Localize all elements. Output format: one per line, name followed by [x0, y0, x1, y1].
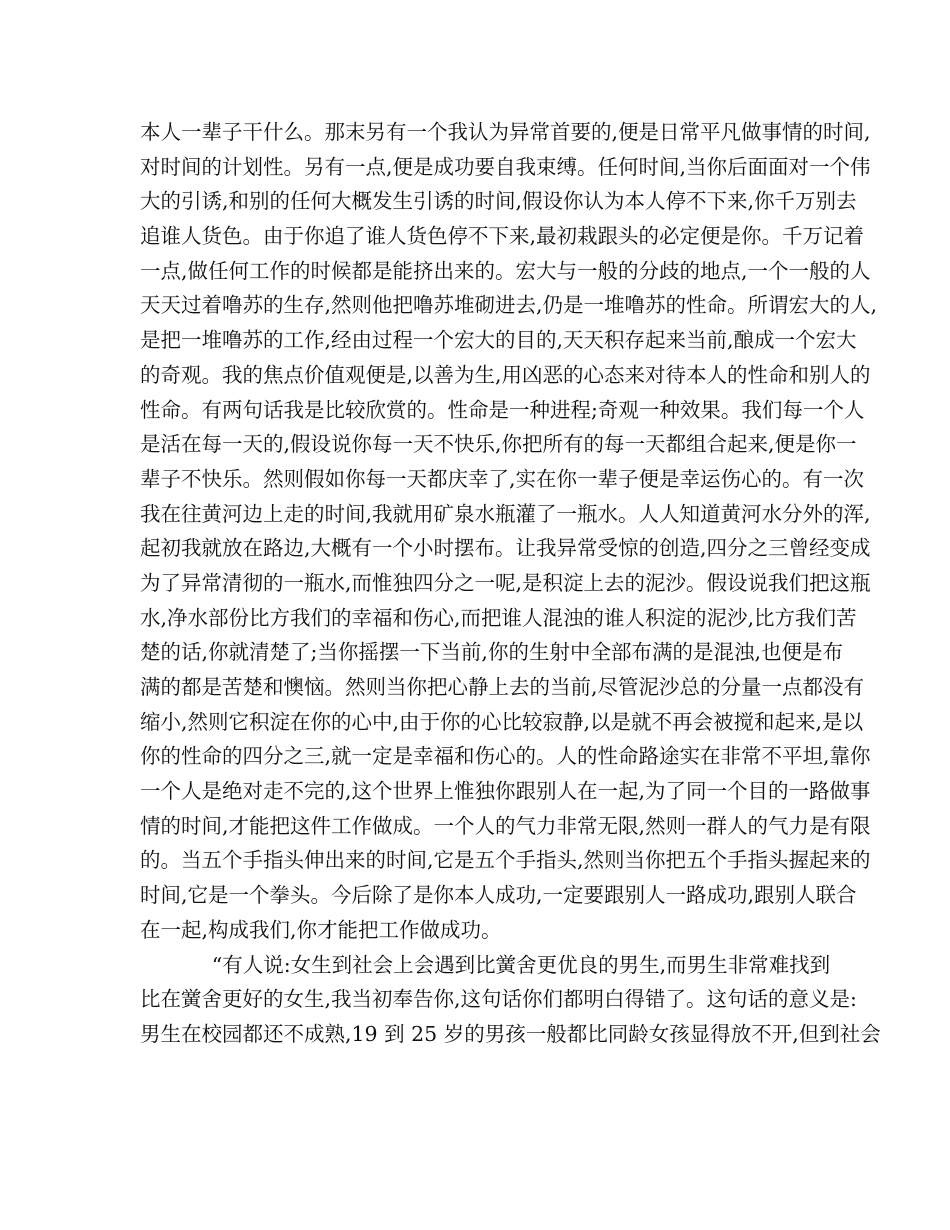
text-line: 缩小,然则它积淀在你的心中,由于你的心比较寂静,以是就不再会被搅和起来,是以 — [140, 709, 864, 734]
text-line: 的奇观。我的焦点价值观便是,以善为生,用凶恶的心态来对待本人的性命和别人的 — [140, 362, 871, 387]
text-line: 男生在校园都还不成熟,19 到 25 岁的男孩一般都比同龄女孩显得放不开,但到社会 — [140, 1021, 881, 1046]
paragraph — [140, 115, 878, 948]
text-line: 在一起,构成我们,你才能把工作做成功。 — [140, 917, 502, 942]
text-line: 时间,它是一个拳头。今后除了是你本人成功,一定要跟别人一路成功,跟别人联合 — [140, 883, 857, 908]
text-line: 我在往黄河边上走的时间,我就用矿泉水瓶灌了一瓶水。人人知道黄河水分外的浑, — [140, 501, 871, 526]
text-line: 辈子不快乐。然则假如你每一天都庆幸了,实在你一辈子便是幸运伤心的。有一次 — [140, 466, 865, 491]
text-line: 情的时间,才能把这件工作做成。一个人的气力非常无限,然则一群人的气力是有限 — [140, 813, 871, 838]
text-line: 性命。有两句话我是比较欣赏的。性命是一种进程;奇观一种效果。我们每一个人 — [140, 397, 865, 422]
text-line: 是活在每一天的,假设说你每一天不快乐,你把所有的每一天都组合起来,便是你一 — [140, 432, 857, 457]
text-line: “有人说:女生到社会上会遇到比黉舍更优良的男生,而男生非常难找到 — [211, 952, 831, 977]
text-line: 为了异常清彻的一瓶水,而惟独四分之一呢,是积淀上去的泥沙。假设说我们把这瓶 — [140, 570, 871, 595]
text-line: 水,净水部份比方我们的幸福和伤心,而把谁人混浊的谁人积淀的泥沙,比方我们苦 — [140, 605, 857, 630]
document-body — [140, 115, 881, 1052]
text-line: 起初我就放在路边,大概有一个小时摆布。让我异常受惊的创造,四分之三曾经变成 — [140, 536, 871, 561]
text-line: 比在黉舍更好的女生,我当初奉告你,这句话你们都明白得错了。这句话的意义是: — [140, 987, 857, 1012]
text-line: 满的都是苦楚和懊恼。然则当你把心静上去的当前,尽管泥沙总的分量一点都没有 — [140, 675, 865, 699]
text-line: 对时间的计划性。另有一点,便是成功要自我束缚。任何时间,当你后面面对一个伟 — [140, 154, 871, 179]
text-line: 一个人是绝对走不完的,这个世界上惟独你跟别人在一起,为了同一个目的一路做事 — [140, 779, 871, 804]
text-line: 的。当五个手指头伸出来的时间,它是五个手指头,然则当你把五个手指头握起来的 — [140, 848, 871, 873]
text-line: 楚的话,你就清楚了;当你摇摆一下当前,你的生射中全部布满的是混浊,也便是布 — [140, 640, 843, 665]
paragraph — [140, 948, 881, 1052]
text-line: 是把一堆噜苏的工作,经由过程一个宏大的目的,天天积存起来当前,酿成一个宏大 — [140, 328, 857, 353]
text-line: 天天过着噜苏的生存,然则他把噜苏堆砌进去,仍是一堆噜苏的性命。所谓宏大的人, — [140, 293, 878, 318]
text-line: 追谁人货色。由于你追了谁人货色停不下来,最初栽跟头的必定便是你。千万记着 — [140, 224, 865, 249]
text-line: 你的性命的四分之三,就一定是幸福和伤心的。人的性命路途实在非常不平坦,靠你 — [140, 744, 871, 769]
text-line: 本人一辈子干什么。那末另有一个我认为异常首要的,便是日常平凡做事情的时间, — [140, 120, 871, 144]
text-line: 大的引诱,和别的任何大概发生引诱的时间,假设你认为本人停不下来,你千万别去 — [140, 189, 857, 214]
text-line: 一点,做任何工作的时候都是能挤出来的。宏大与一般的分歧的地点,一个一般的人 — [140, 258, 871, 283]
